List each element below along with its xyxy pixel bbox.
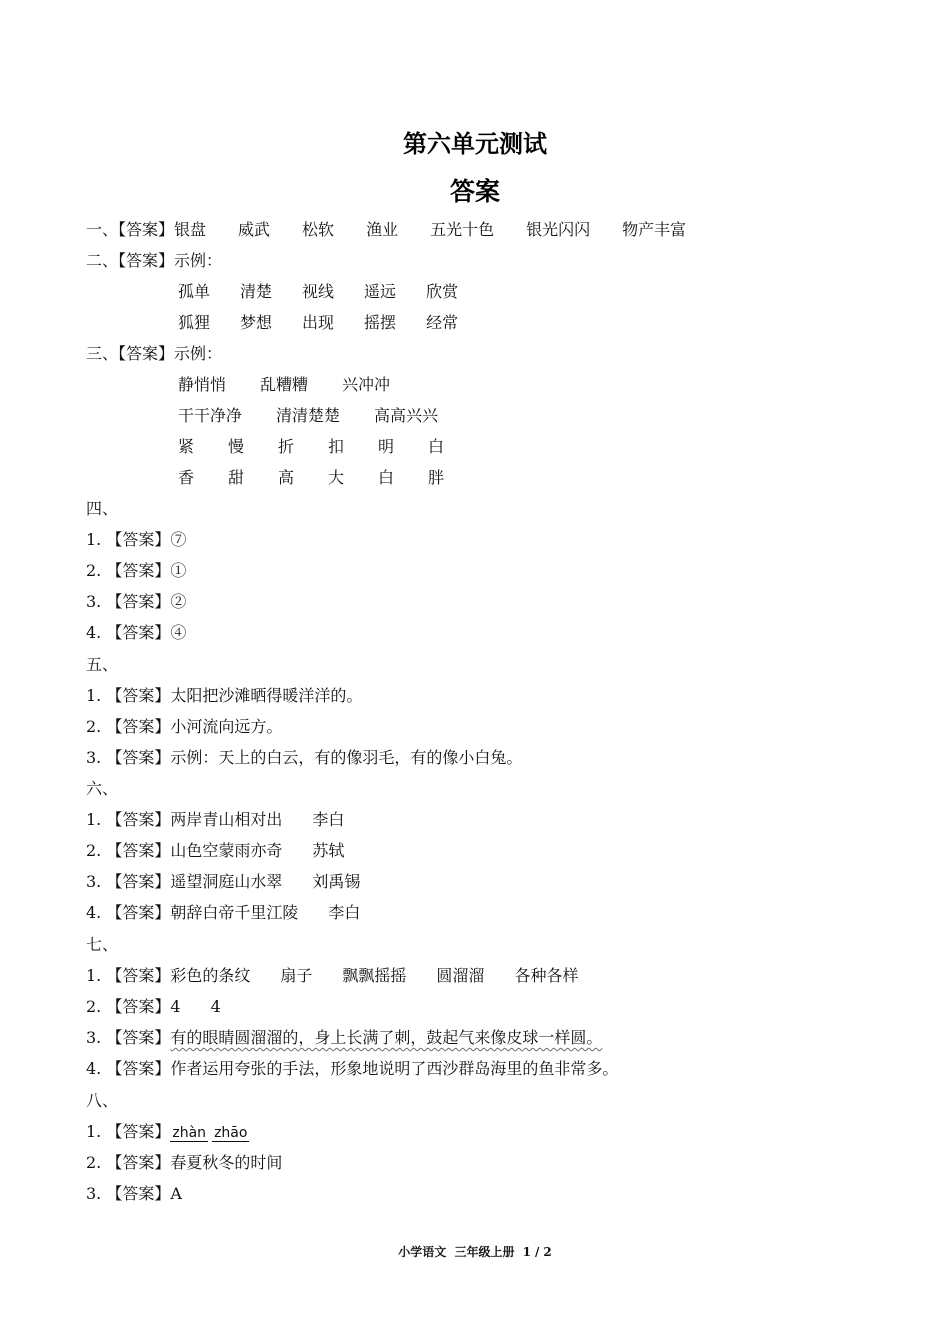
answer-word: 威武 (238, 220, 271, 239)
answer-word: 清清楚楚 (276, 406, 341, 425)
answer-char: 明 (378, 437, 395, 456)
section-2-row-1 (178, 282, 458, 302)
section-2-prefix: 二、【答案】示例： (86, 251, 223, 270)
pinyin-answer: zhāo (214, 1125, 248, 1141)
answer-word: 视线 (302, 282, 335, 301)
section-1-line (86, 220, 686, 240)
answer-word: 高高兴兴 (374, 406, 439, 425)
answer-char: 胖 (428, 468, 445, 487)
answer-item: 1. 【答案】 zhàn zhāo (86, 1122, 248, 1141)
answer-item: 4. 【答案】作者运用夸张的手法，形象地说明了西沙群岛海里的鱼非常多。 (86, 1059, 619, 1078)
answer-item: 3. 【答案】遥望洞庭山水翠 刘禹锡 (86, 872, 361, 891)
answer-word: 渔业 (366, 220, 399, 239)
answer-word: 静悄悄 (178, 375, 227, 394)
section-8-heading: 八、 (86, 1091, 119, 1110)
answer-char: 紧 (178, 437, 195, 456)
section-6-heading: 六、 (86, 779, 119, 798)
answer-item: 2. 【答案】小河流向远方。 (86, 717, 283, 736)
section-3-prefix: 三、【答案】示例： (86, 344, 223, 363)
answer-word: 摇摆 (364, 313, 397, 332)
answer-item: 2. 【答案】山色空蒙雨亦奇 苏轼 (86, 841, 345, 860)
answer-item: 3. 【答案】② (86, 592, 187, 611)
footer-grade: 三年级上册 (454, 1245, 515, 1259)
answer-word: 五光十色 (430, 220, 495, 239)
answer-char: 大 (328, 468, 345, 487)
answer-item: 2. 【答案】春夏秋冬的时间 (86, 1153, 283, 1172)
answer-word: 出现 (302, 313, 335, 332)
answer-word: 遥远 (364, 282, 397, 301)
section-1-prefix: 一、【答案】 (86, 220, 175, 239)
wavy-underlined-answer: 有的眼睛圆溜溜的，身上长满了刺，鼓起气来像皮球一样圆。 (170, 1028, 603, 1047)
answer-word: 欣赏 (426, 282, 459, 301)
answer-word: 乱糟糟 (260, 375, 309, 394)
answer-item: 2. 【答案】4 4 (86, 997, 221, 1016)
answer-item: 4. 【答案】④ (86, 623, 187, 642)
poet-name: 李白 (312, 810, 345, 829)
answer-word: 银光闪闪 (526, 220, 591, 239)
poet-name: 苏轼 (312, 841, 345, 860)
page-title: 第六单元测试 (403, 130, 547, 158)
answer-word: 银盘 (174, 220, 207, 239)
section-3-row-1 (178, 375, 390, 395)
answer-char: 白 (428, 437, 445, 456)
page-number: 1 (522, 1245, 531, 1259)
pinyin-answer: zhàn (172, 1125, 207, 1141)
answer-word: 物产丰富 (622, 220, 687, 239)
answer-char: 高 (278, 468, 295, 487)
section-3-row-4 (178, 468, 478, 488)
answer-word: 干干净净 (178, 406, 243, 425)
poet-name: 刘禹锡 (312, 872, 361, 891)
section-3-row-3 (178, 437, 478, 457)
poet-name: 李白 (328, 903, 361, 922)
answer-word: 孤单 (178, 282, 211, 301)
answer-item: 1. 【答案】彩色的条纹 扇子 飘飘摇摇 圆溜溜 各种各样 (86, 966, 579, 985)
footer-subject: 小学语文 (398, 1245, 447, 1259)
answer-word: 清楚 (240, 282, 273, 301)
answer-item: 3. 【答案】A (86, 1184, 182, 1203)
answer-char: 白 (378, 468, 395, 487)
answer-item: 1. 【答案】两岸青山相对出 李白 (86, 810, 345, 829)
section-2-row-2 (178, 313, 458, 333)
answer-char: 慢 (228, 437, 245, 456)
answer-char: 香 (178, 468, 195, 487)
section-5-heading: 五、 (86, 655, 119, 674)
answer-word: 松软 (302, 220, 335, 239)
answer-word: 狐狸 (178, 313, 211, 332)
answer-item: 1. 【答案】太阳把沙滩晒得暖洋洋的。 (86, 686, 363, 705)
answer-word: 经常 (426, 313, 459, 332)
section-7-heading: 七、 (86, 935, 119, 954)
answer-item: 3. 【答案】示例：天上的白云，有的像羽毛，有的像小白兔。 (86, 748, 523, 767)
answer-char: 扣 (328, 437, 345, 456)
answer-word: 梦想 (240, 313, 273, 332)
answer-item: 4. 【答案】朝辞白帝千里江陵 李白 (86, 903, 361, 922)
answer-item: 1. 【答案】⑦ (86, 530, 187, 549)
answer-item: 2. 【答案】① (86, 561, 187, 580)
answer-char: 甜 (228, 468, 245, 487)
section-3-row-2 (178, 406, 438, 426)
answer-heading: 答案 (449, 177, 500, 206)
page-total: 2 (543, 1245, 552, 1259)
answer-item: 3. 【答案】有的眼睛圆溜溜的，身上长满了刺，鼓起气来像皮球一样圆。 (86, 1028, 603, 1047)
answer-char: 折 (278, 437, 295, 456)
answer-word: 兴冲冲 (342, 375, 391, 394)
page-footer: 小学语文 三年级上册 1 / 2 (398, 1245, 552, 1259)
section-4-heading: 四、 (86, 499, 119, 518)
